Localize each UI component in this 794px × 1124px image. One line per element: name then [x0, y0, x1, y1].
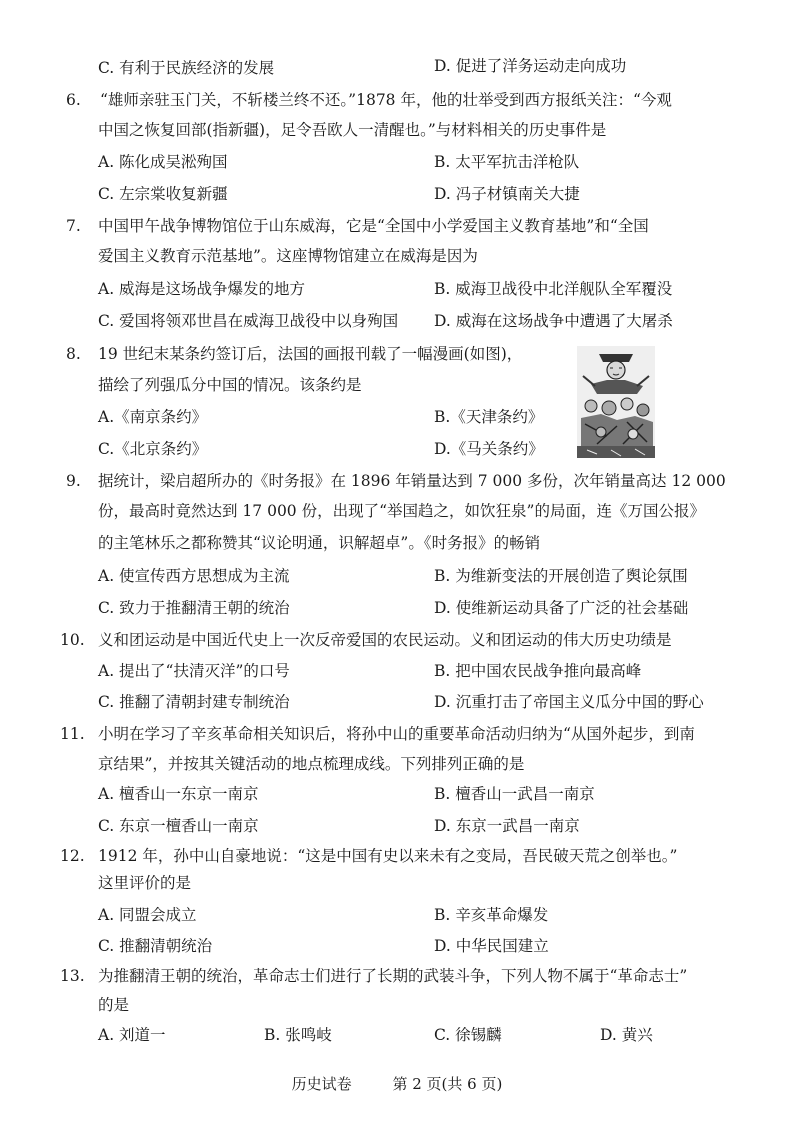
q11-number: 11.	[60, 725, 85, 743]
q9-number: 9.	[66, 472, 81, 490]
q7-option-d: D. 威海在这场战争中遭遇了大屠杀	[434, 312, 673, 330]
q11-option-b: B. 檀香山一武昌一南京	[434, 785, 595, 803]
prev-option-d: D. 促进了洋务运动走向成功	[434, 57, 627, 75]
q12-option-a: A. 同盟会成立	[98, 906, 197, 924]
q12-option-c: C. 推翻清朝统治	[98, 937, 213, 955]
q13-stem-line2: 的是	[98, 996, 130, 1014]
q7-number: 7.	[66, 217, 81, 235]
q11-stem-line2: 京结果”，并按其关键活动的地点梳理成线。下列排列正确的是	[98, 755, 525, 773]
q6-stem-line2: 中国之恢复回部(指新疆)，足令吾欧人一清醒也。”与材料相关的历史事件是	[98, 121, 607, 139]
q6-number: 6.	[66, 91, 81, 109]
q8-option-d: D.《马关条约》	[434, 440, 544, 458]
prev-option-c: C. 有利于民族经济的发展	[98, 59, 275, 77]
q8-option-a: A.《南京条约》	[98, 408, 208, 426]
q8-stem-line1: 19 世纪末某条约签订后，法国的画报刊载了一幅漫画(如图)，	[98, 345, 523, 363]
q13-stem-line1: 为推翻清王朝的统治，革命志士们进行了长期的武装斗争，下列人物不属于“革命志士”	[98, 967, 688, 985]
q11-option-d: D. 东京一武昌一南京	[434, 817, 580, 835]
q10-option-b: B. 把中国农民战争推向最高峰	[434, 662, 642, 680]
q7-stem-line1: 中国甲午战争博物馆位于山东威海，它是“全国中小学爱国主义教育基地”和“全国	[98, 217, 649, 235]
q9-option-b: B. 为维新变法的开展创造了舆论氛围	[434, 567, 688, 585]
q10-number: 10.	[60, 631, 85, 649]
q9-option-c: C. 致力于推翻清王朝的统治	[98, 599, 290, 617]
q12-stem-line1: 1912 年，孙中山自豪地说：“这是中国有史以来未有之变局，吾民破天荒之创举也。”	[98, 847, 678, 865]
footer-subject: 历史试卷	[291, 1075, 352, 1093]
q6-option-b: B. 太平军抗击洋枪队	[434, 153, 580, 171]
q7-option-b: B. 威海卫战役中北洋舰队全军覆没	[434, 280, 673, 298]
q9-stem-line3: 的主笔林乐之都称赞其“议论明通，识解超卓”。《时务报》的畅销	[98, 534, 541, 552]
q6-option-d: D. 冯子材镇南关大捷	[434, 185, 580, 203]
q8-stem-line2: 描绘了列强瓜分中国的情况。该条约是	[98, 376, 362, 394]
q10-option-a: A. 提出了“扶清灭洋”的口号	[98, 662, 290, 680]
q11-option-c: C. 东京一檀香山一南京	[98, 817, 259, 835]
q13-option-a: A. 刘道一	[98, 1026, 166, 1044]
q13-number: 13.	[60, 967, 85, 985]
q10-option-c: C. 推翻了清朝封建专制统治	[98, 693, 290, 711]
q8-number: 8.	[66, 345, 81, 363]
q9-option-a: A. 使宣传西方思想成为主流	[98, 567, 290, 585]
q12-stem-line2: 这里评价的是	[98, 874, 192, 892]
q7-option-c: C. 爱国将领邓世昌在威海卫战役中以身殉国	[98, 312, 399, 330]
q6-stem-line1: “雄师亲驻玉门关，不斩楼兰终不还。”1878 年，他的壮举受到西方报纸关注：“今观	[100, 91, 672, 109]
footer-page-number: 第 2 页(共 6 页)	[392, 1075, 503, 1093]
q8-option-c: C.《北京条约》	[98, 440, 208, 458]
q13-option-c: C. 徐锡麟	[434, 1026, 502, 1044]
page-footer	[0, 1074, 794, 1094]
q9-stem-line1: 据统计，梁启超所办的《时务报》在 1896 年销量达到 7 000 多份，次年销量高达 12 000	[98, 472, 726, 490]
q8-option-b: B.《天津条约》	[434, 408, 544, 426]
partition-cartoon-image	[577, 346, 655, 458]
q9-option-d: D. 使维新运动具备了广泛的社会基础	[434, 599, 689, 617]
q7-stem-line2: 爱国主义教育示范基地”。这座博物馆建立在威海是因为	[98, 247, 478, 265]
q7-option-a: A. 威海是这场战争爆发的地方	[98, 280, 306, 298]
q13-option-d: D. 黄兴	[600, 1026, 653, 1044]
q9-stem-line2: 份，最高时竟然达到 17 000 份，出现了“举国趋之，如饮狂泉”的局面，连《万国公报》	[98, 502, 705, 520]
q11-option-a: A. 檀香山一东京一南京	[98, 785, 259, 803]
q12-option-b: B. 辛亥革命爆发	[434, 906, 549, 924]
q10-stem-line1: 义和团运动是中国近代史上一次反帝爱国的农民运动。义和团运动的伟大历史功绩是	[98, 631, 672, 649]
q10-option-d: D. 沉重打击了帝国主义瓜分中国的野心	[434, 693, 704, 711]
q6-option-a: A. 陈化成吴淞殉国	[98, 153, 228, 171]
q13-option-b: B. 张鸣岐	[264, 1026, 332, 1044]
q12-number: 12.	[60, 847, 85, 865]
q12-option-d: D. 中华民国建立	[434, 937, 549, 955]
q11-stem-line1: 小明在学习了辛亥革命相关知识后，将孙中山的重要革命活动归纳为“从国外起步，到南	[98, 725, 695, 743]
q6-option-c: C. 左宗棠收复新疆	[98, 185, 228, 203]
